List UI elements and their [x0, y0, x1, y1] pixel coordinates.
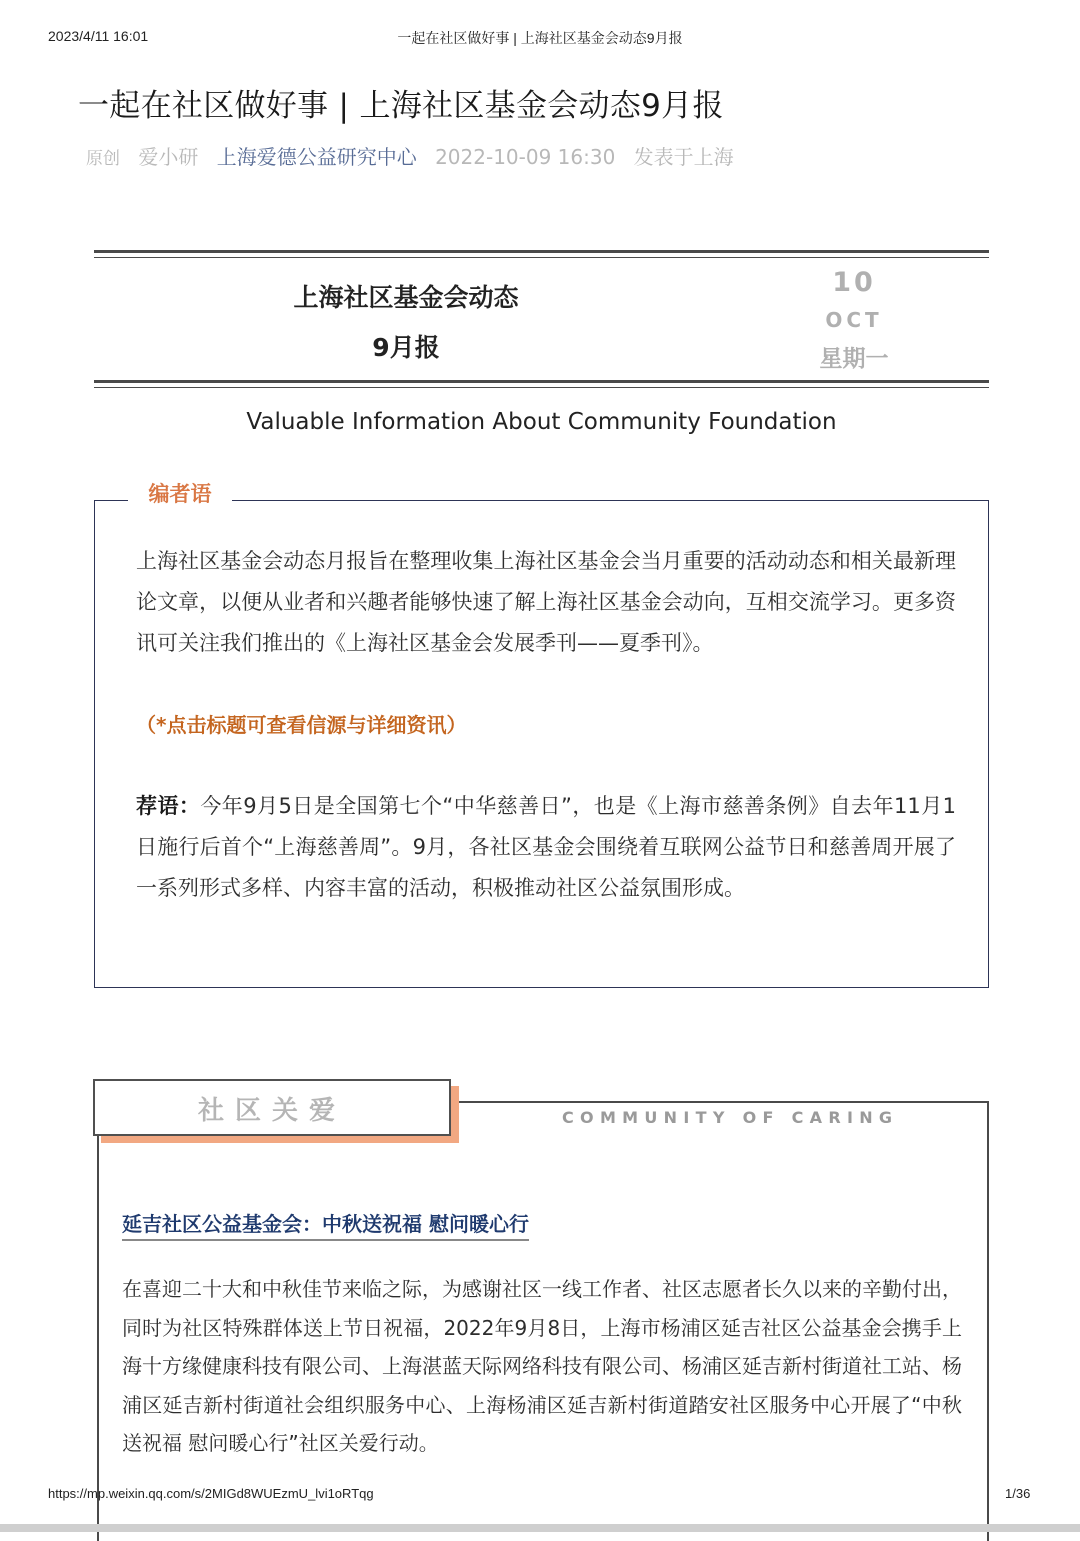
print-datetime: 2023/4/11 16:01	[48, 28, 149, 44]
date-weekday: 星期一	[819, 346, 889, 372]
article-title: 一起在社区做好事 | 上海社区基金会动态9月报	[78, 88, 724, 124]
author-link[interactable]: 爱小研	[138, 145, 199, 169]
original-tag: 原创	[86, 149, 120, 169]
date-month: OCT	[825, 308, 883, 332]
click-title-note: （*点击标题可查看信源与详细资讯）	[136, 713, 467, 737]
report-title-line2: 9月报	[372, 333, 440, 362]
header-top-rule	[94, 250, 989, 258]
date-day: 10	[832, 267, 876, 298]
recommend-paragraph	[136, 786, 956, 909]
article-meta	[86, 141, 746, 170]
news-item-body: 在喜迎二十大和中秋佳节来临之际，为感谢社区一线工作者、社区志愿者长久以来的辛勤付出，同时为社区特殊群体送上节日祝福，2022年9月8日，上海市杨浦区延吉社区公益基金会携手上海十方缘健康科技有限公司、上海湛蓝天际网络科技有限公司、杨浦区延吉新村街道社工站、杨浦区延吉新村街道社会组织服务中心、上海杨浦区延吉新村街道踏安社区服务中心开展了“中秋送祝福 慰问暖心行”社区关爱行动。	[122, 1277, 962, 1455]
page-bottom-bar	[0, 1524, 1080, 1532]
recommend-label: 荐语：	[136, 794, 201, 818]
print-doc-title: 一起在社区做好事 | 上海社区基金会动态9月报	[397, 30, 683, 46]
print-page-number: 1/36	[1005, 1486, 1031, 1501]
section-label-en: COMMUNITY OF CARING	[562, 1108, 899, 1127]
header-bottom-rule	[94, 380, 989, 388]
publish-datetime: 2022-10-09 16:30	[435, 145, 616, 169]
report-subtitle: Valuable Information About Community Foundation	[246, 409, 837, 435]
recommend-text: 今年9月5日是全国第七个“中华慈善日”，也是《上海市慈善条例》自去年11月1日施行后首个“上海慈善周”。9月，各社区基金会围绕着互联网公益节日和慈善周开展了一系列形式多样、内容丰富的活动，积极推动社区公益氛围形成。	[136, 794, 957, 900]
account-name-link[interactable]: 上海爱德公益研究中心	[216, 145, 417, 169]
section-label-cn: 社区关爱	[197, 1096, 346, 1126]
report-title-line1: 上海社区基金会动态	[293, 283, 519, 312]
editor-note-label: 编者语	[128, 478, 232, 508]
print-url: https://mp.weixin.qq.com/s/2MIGd8WUEzmU_lvi1oRTqg	[48, 1486, 374, 1501]
editor-note-paragraph: 上海社区基金会动态月报旨在整理收集上海社区基金会当月重要的活动动态和相关最新理论文章，以便从业者和兴趣者能够快速了解上海社区基金会动向，互相交流学习。更多资讯可关注我们推出的《上海社区基金会发展季刊——夏季刊》。	[136, 549, 956, 655]
news-item-title-link[interactable]: 延吉社区公益基金会：中秋送祝福 慰问暖心行	[122, 1208, 529, 1241]
publish-location: 发表于上海	[633, 145, 734, 169]
